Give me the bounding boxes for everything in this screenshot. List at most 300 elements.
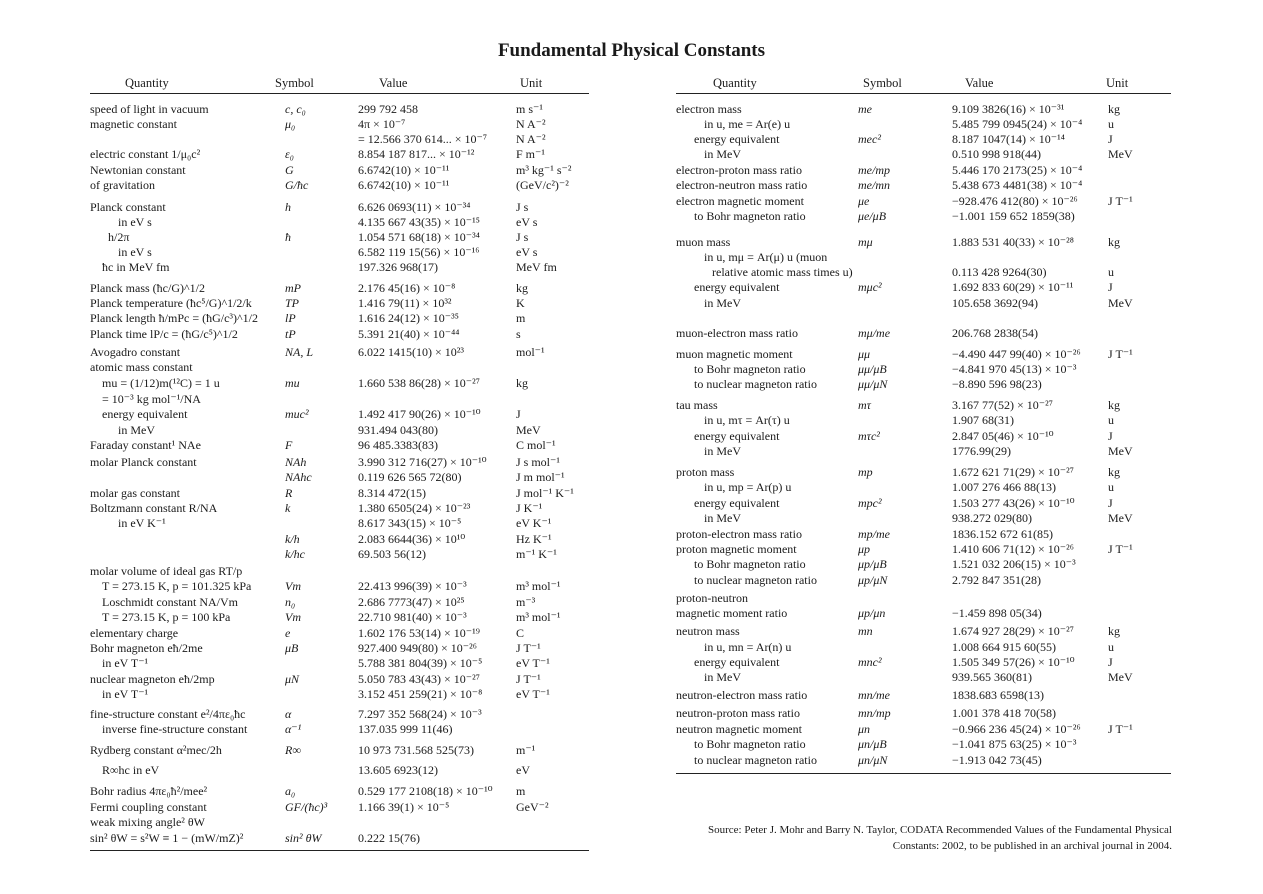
header-value: Value (965, 76, 994, 90)
value-cell: 7.297 352 568(24) × 10⁻³ (358, 707, 482, 721)
unit-cell: eV T⁻¹ (516, 656, 550, 670)
table-row (676, 640, 1171, 655)
value-cell: 5.050 783 43(43) × 10⁻²⁷ (358, 672, 480, 686)
quantity-cell: Planck temperature (ħc⁵/G)^1/2/k (90, 296, 252, 310)
quantity-cell: in eV K⁻¹ (118, 516, 166, 530)
symbol-cell: α⁻¹ (285, 722, 302, 736)
quantity-cell: = 10⁻³ kg mol⁻¹/NA (102, 392, 201, 406)
quantity-cell: in u, mτ = Ar(τ) u (704, 413, 790, 427)
value-cell: 5.438 673 4481(38) × 10⁻⁴ (952, 178, 1083, 192)
symbol-cell: ε₀ (285, 147, 294, 161)
unit-cell: J (516, 407, 521, 421)
symbol-cell: mμ/me (858, 326, 891, 340)
table-row (90, 102, 589, 117)
value-cell: 1.492 417 90(26) × 10⁻¹⁰ (358, 407, 481, 421)
table-row (90, 311, 589, 326)
table-row (90, 147, 589, 162)
header-symbol: Symbol (863, 76, 902, 90)
table-row (676, 480, 1171, 495)
value-cell: 2.176 45(16) × 10⁻⁸ (358, 281, 456, 295)
value-cell: 1.410 606 71(12) × 10⁻²⁶ (952, 542, 1074, 556)
table-row (90, 455, 589, 470)
table-row (90, 532, 589, 547)
quantity-cell: neutron mass (676, 624, 740, 638)
table-row (676, 347, 1171, 362)
value-cell: −1.001 159 652 1859(38) (952, 209, 1075, 223)
value-cell: 1.692 833 60(29) × 10⁻¹¹ (952, 280, 1074, 294)
quantity-cell: fine-structure constant e²/4πε₀ħc (90, 707, 246, 721)
table-row (90, 486, 589, 501)
value-cell: 4π × 10⁻⁷ (358, 117, 406, 131)
table-row (676, 132, 1171, 147)
table-row (90, 626, 589, 641)
unit-cell: (GeV/c²)⁻² (516, 178, 569, 192)
symbol-cell: k (285, 501, 291, 515)
table-row (90, 245, 589, 260)
unit-cell: MeV fm (516, 260, 557, 274)
quantity-cell: to Bohr magneton ratio (694, 737, 806, 751)
unit-cell: m³ mol⁻¹ (516, 610, 561, 624)
table-row (90, 132, 589, 147)
symbol-cell: mμc² (858, 280, 882, 294)
quantity-cell: sin² θW = s²W ≡ 1 − (mW/mZ)² (90, 831, 244, 845)
value-cell: 22.710 981(40) × 10⁻³ (358, 610, 467, 624)
symbol-cell: μp/μN (858, 573, 888, 587)
quantity-cell: tau mass (676, 398, 718, 412)
unit-cell: kg (1108, 398, 1120, 412)
table-row (90, 281, 589, 296)
value-cell: 1.008 664 915 60(55) (952, 640, 1056, 654)
quantity-cell: energy equivalent (102, 407, 188, 421)
value-cell: 197.326 968(17) (358, 260, 438, 274)
symbol-cell: G/ħc (285, 178, 309, 192)
table-row (676, 557, 1171, 572)
symbol-cell: mpc² (858, 496, 882, 510)
value-cell: 6.6742(10) × 10⁻¹¹ (358, 178, 450, 192)
quantity-cell: proton-neutron (676, 591, 748, 605)
quantity-cell: in MeV (704, 511, 741, 525)
symbol-cell: μn (858, 722, 871, 736)
quantity-cell: neutron-electron mass ratio (676, 688, 808, 702)
value-cell: 69.503 56(12) (358, 547, 426, 561)
unit-cell: J K⁻¹ (516, 501, 543, 515)
unit-cell: m³ mol⁻¹ (516, 579, 561, 593)
header-symbol: Symbol (275, 76, 314, 90)
value-cell: 1.616 24(12) × 10⁻³⁵ (358, 311, 459, 325)
quantity-cell: in eV s (118, 215, 152, 229)
quantity-cell: Rydberg constant α²mec/2h (90, 743, 222, 757)
value-cell: = 12.566 370 614... × 10⁻⁷ (358, 132, 488, 146)
value-cell: 5.446 170 2173(25) × 10⁻⁴ (952, 163, 1083, 177)
table-row (90, 360, 589, 375)
unit-cell: J T⁻¹ (1108, 347, 1133, 361)
symbol-cell: ħ (285, 230, 291, 244)
unit-cell: MeV (1108, 670, 1133, 684)
table-row (676, 753, 1171, 768)
table-row (676, 398, 1171, 413)
unit-cell: Hz K⁻¹ (516, 532, 552, 546)
quantity-cell: Loschmidt constant NA/Vm (102, 595, 238, 609)
quantity-cell: to nuclear magneton ratio (694, 573, 817, 587)
table-row (90, 722, 589, 737)
table-row (676, 722, 1171, 737)
quantity-cell: Faraday constant¹ NAe (90, 438, 201, 452)
value-cell: 9.109 3826(16) × 10⁻³¹ (952, 102, 1065, 116)
value-cell: 0.529 177 2108(18) × 10⁻¹⁰ (358, 784, 493, 798)
header-rule (676, 93, 1171, 94)
quantity-cell: molar Planck constant (90, 455, 197, 469)
table-row (90, 327, 589, 342)
symbol-cell: mp/me (858, 527, 890, 541)
quantity-cell: inverse fine-structure constant (102, 722, 248, 736)
table-row (90, 763, 589, 778)
quantity-cell: of gravitation (90, 178, 155, 192)
table-row (90, 438, 589, 453)
quantity-cell: Planck constant (90, 200, 166, 214)
unit-cell: F m⁻¹ (516, 147, 545, 161)
header-quantity: Quantity (125, 76, 169, 90)
quantity-cell: ħc in MeV fm (102, 260, 170, 274)
unit-cell: J T⁻¹ (516, 641, 541, 655)
table-row (90, 656, 589, 671)
quantity-cell: proton-electron mass ratio (676, 527, 802, 541)
unit-cell: eV s (516, 245, 538, 259)
quantity-cell: in u, mμ = Ar(μ) u (muon (704, 250, 828, 264)
value-cell: 3.167 77(52) × 10⁻²⁷ (952, 398, 1053, 412)
quantity-cell: in eV T⁻¹ (102, 656, 149, 670)
value-cell: 1836.152 672 61(85) (952, 527, 1053, 541)
table-row (676, 606, 1171, 621)
symbol-cell: c, c₀ (285, 102, 306, 116)
symbol-cell: μB (285, 641, 299, 655)
value-cell: 0.222 15(76) (358, 831, 420, 845)
value-cell: 22.413 996(39) × 10⁻³ (358, 579, 467, 593)
symbol-cell: μe/μB (858, 209, 887, 223)
unit-cell: eV K⁻¹ (516, 516, 552, 530)
value-cell: 939.565 360(81) (952, 670, 1032, 684)
symbol-cell: k/hc (285, 547, 305, 561)
value-cell: 3.152 451 259(21) × 10⁻⁸ (358, 687, 483, 701)
symbol-cell: NA, L (285, 345, 314, 359)
unit-cell: J T⁻¹ (1108, 722, 1133, 736)
quantity-cell: weak mixing angle² θW (90, 815, 205, 829)
unit-cell: eV T⁻¹ (516, 687, 550, 701)
symbol-cell: h (285, 200, 291, 214)
value-cell: 1.416 79(11) × 10³² (358, 296, 452, 310)
source-line-2: Constants: 2002, to be published in an archival journal in 2004. (892, 840, 1172, 852)
symbol-cell: mec² (858, 132, 881, 146)
symbol-cell: a₀ (285, 784, 296, 798)
quantity-cell: to nuclear magneton ratio (694, 753, 817, 767)
value-cell: 5.485 799 0945(24) × 10⁻⁴ (952, 117, 1083, 131)
unit-cell: J s (516, 200, 529, 214)
quantity-cell: in MeV (704, 296, 741, 310)
table-row (90, 392, 589, 407)
table-row (90, 215, 589, 230)
symbol-cell: μμ/μB (858, 362, 887, 376)
quantity-cell: electric constant 1/μ₀c² (90, 147, 201, 161)
table-row (90, 800, 589, 815)
quantity-cell: magnetic constant (90, 117, 177, 131)
page-title: Fundamental Physical Constants (497, 40, 766, 61)
table-row (90, 707, 589, 722)
table-row (676, 496, 1171, 511)
symbol-cell: mP (285, 281, 301, 295)
value-cell: 299 792 458 (358, 102, 418, 116)
unit-cell: MeV (1108, 511, 1133, 525)
table-row (90, 687, 589, 702)
quantity-cell: to Bohr magneton ratio (694, 362, 806, 376)
value-cell: 5.788 381 804(39) × 10⁻⁵ (358, 656, 483, 670)
table-row (676, 670, 1171, 685)
quantity-cell: to nuclear magneton ratio (694, 377, 817, 391)
quantity-cell: energy equivalent (694, 429, 780, 443)
value-cell: 4.135 667 43(35) × 10⁻¹⁵ (358, 215, 480, 229)
unit-cell: kg (1108, 235, 1120, 249)
quantity-cell: in eV T⁻¹ (102, 687, 149, 701)
value-cell: −1.459 898 05(34) (952, 606, 1042, 620)
value-cell: −4.490 447 99(40) × 10⁻²⁶ (952, 347, 1081, 361)
quantity-cell: Planck length ħ/mPc = (ħG/c³)^1/2 (90, 311, 258, 325)
value-cell: 927.400 949(80) × 10⁻²⁶ (358, 641, 477, 655)
table-row (90, 610, 589, 625)
unit-cell: kg (516, 376, 528, 390)
unit-cell: u (1108, 480, 1114, 494)
quantity-cell: in u, mp = Ar(p) u (704, 480, 792, 494)
quantity-cell: T = 273.15 K, p = 101.325 kPa (102, 579, 252, 593)
unit-cell: kg (516, 281, 528, 295)
symbol-cell: R (285, 486, 293, 500)
table-row (676, 178, 1171, 193)
quantity-cell: Planck mass (ħc/G)^1/2 (90, 281, 205, 295)
unit-cell: m⁻¹ (516, 743, 536, 757)
table-row (676, 542, 1171, 557)
quantity-cell: magnetic moment ratio (676, 606, 788, 620)
symbol-cell: NAh (285, 455, 307, 469)
value-cell: 105.658 3692(94) (952, 296, 1038, 310)
unit-cell: J s mol⁻¹ (516, 455, 560, 469)
table-row (676, 737, 1171, 752)
quantity-cell: neutron-proton mass ratio (676, 706, 800, 720)
symbol-cell: me (858, 102, 872, 116)
table-row (90, 564, 589, 579)
symbol-cell: me/mn (858, 178, 890, 192)
quantity-cell: in u, me = Ar(e) u (704, 117, 791, 131)
symbol-cell: mn/me (858, 688, 890, 702)
symbol-cell: mp (858, 465, 873, 479)
unit-cell: J (1108, 429, 1113, 443)
value-cell: 1.672 621 71(29) × 10⁻²⁷ (952, 465, 1074, 479)
value-cell: 6.022 1415(10) × 10²³ (358, 345, 464, 359)
source-citation (686, 822, 1172, 854)
value-cell: 1.380 6505(24) × 10⁻²³ (358, 501, 471, 515)
table-row (90, 516, 589, 531)
unit-cell: N A⁻² (516, 132, 546, 146)
symbol-cell: α (285, 707, 292, 721)
quantity-cell: in MeV (118, 423, 155, 437)
value-cell: 1.660 538 86(28) × 10⁻²⁷ (358, 376, 480, 390)
table-row (676, 235, 1171, 250)
value-cell: −4.841 970 45(13) × 10⁻³ (952, 362, 1077, 376)
table-row (90, 117, 589, 132)
symbol-cell: mτc² (858, 429, 880, 443)
table-row (676, 377, 1171, 392)
quantity-cell: Newtonian constant (90, 163, 186, 177)
table-row (90, 345, 589, 360)
unit-cell: N A⁻² (516, 117, 546, 131)
table-row (676, 194, 1171, 209)
value-cell: 931.494 043(80) (358, 423, 438, 437)
quantity-cell: Boltzmann constant R/NA (90, 501, 218, 515)
value-cell: 8.314 472(15) (358, 486, 426, 500)
symbol-cell: mμ (858, 235, 873, 249)
table-row (90, 595, 589, 610)
table-row (90, 163, 589, 178)
unit-cell: u (1108, 640, 1114, 654)
quantity-cell: Avogadro constant (90, 345, 181, 359)
value-cell: −928.476 412(80) × 10⁻²⁶ (952, 194, 1078, 208)
unit-cell: MeV (1108, 296, 1133, 310)
unit-cell: m s⁻¹ (516, 102, 543, 116)
table-row (676, 511, 1171, 526)
table-row (676, 688, 1171, 703)
symbol-cell: me/mp (858, 163, 890, 177)
value-cell: 1.001 378 418 70(58) (952, 706, 1056, 720)
table-row (676, 102, 1171, 117)
unit-cell: eV s (516, 215, 538, 229)
quantity-cell: proton mass (676, 465, 735, 479)
unit-cell: s (516, 327, 521, 341)
table-row (90, 230, 589, 245)
quantity-cell: neutron magnetic moment (676, 722, 802, 736)
value-cell: 2.847 05(46) × 10⁻¹⁰ (952, 429, 1054, 443)
header-quantity: Quantity (713, 76, 757, 90)
value-cell: 6.626 0693(11) × 10⁻³⁴ (358, 200, 471, 214)
value-cell: 938.272 029(80) (952, 511, 1032, 525)
table-row (90, 784, 589, 799)
table-row (90, 547, 589, 562)
table-row (676, 362, 1171, 377)
symbol-cell: μμ/μN (858, 377, 888, 391)
unit-cell: MeV (1108, 444, 1133, 458)
quantity-cell: muon magnetic moment (676, 347, 793, 361)
value-cell: 96 485.3383(83) (358, 438, 438, 452)
unit-cell: J (1108, 655, 1113, 669)
value-cell: 1.521 032 206(15) × 10⁻³ (952, 557, 1076, 571)
unit-cell: eV (516, 763, 530, 777)
bottom-rule (90, 850, 589, 851)
unit-cell: u (1108, 117, 1114, 131)
quantity-cell: molar gas constant (90, 486, 180, 500)
value-cell: 13.605 6923(12) (358, 763, 438, 777)
unit-cell: J m mol⁻¹ (516, 470, 565, 484)
symbol-cell: μN (285, 672, 300, 686)
quantity-cell: electron magnetic moment (676, 194, 804, 208)
table-row (676, 655, 1171, 670)
table-row (90, 296, 589, 311)
symbol-cell: n₀ (285, 595, 296, 609)
unit-cell: m⁻¹ K⁻¹ (516, 547, 557, 561)
symbol-cell: G (285, 163, 294, 177)
table-row (676, 444, 1171, 459)
symbol-cell: tP (285, 327, 296, 341)
value-cell: 8.617 343(15) × 10⁻⁵ (358, 516, 462, 530)
source-line-1: Source: Peter J. Mohr and Barry N. Taylor, CODATA Recommended Values of the Fundamental Physical (707, 824, 1172, 836)
value-cell: 1838.683 6598(13) (952, 688, 1044, 702)
quantity-cell: to Bohr magneton ratio (694, 209, 806, 223)
value-cell: 0.119 626 565 72(80) (358, 470, 462, 484)
table-row (90, 831, 589, 846)
value-cell: 2.792 847 351(28) (952, 573, 1041, 587)
quantity-cell: Bohr magneton eħ/2me (90, 641, 203, 655)
value-cell: 2.686 7773(47) × 10²⁵ (358, 595, 465, 609)
value-cell: 8.187 1047(14) × 10⁻¹⁴ (952, 132, 1065, 146)
header-value: Value (379, 76, 408, 90)
header-rule (90, 93, 589, 94)
bottom-rule (676, 773, 1171, 774)
value-cell: 1.505 349 57(26) × 10⁻¹⁰ (952, 655, 1075, 669)
table-row (676, 624, 1171, 639)
table-row (676, 163, 1171, 178)
symbol-cell: μμ (858, 347, 871, 361)
table-row (676, 280, 1171, 295)
value-cell: 1.602 176 53(14) × 10⁻¹⁹ (358, 626, 480, 640)
quantity-cell: electron mass (676, 102, 742, 116)
unit-cell: m³ kg⁻¹ s⁻² (516, 163, 572, 177)
table-row (676, 573, 1171, 588)
symbol-cell: μp/μB (858, 557, 887, 571)
value-cell: 1.007 276 466 88(13) (952, 480, 1056, 494)
symbol-cell: μ₀ (285, 117, 296, 131)
quantity-cell: in eV s (118, 245, 152, 259)
quantity-cell: electron-proton mass ratio (676, 163, 802, 177)
value-cell: 1.166 39(1) × 10⁻⁵ (358, 800, 450, 814)
table-row (676, 465, 1171, 480)
table-row (676, 429, 1171, 444)
symbol-cell: mτ (858, 398, 871, 412)
value-cell: −1.041 875 63(25) × 10⁻³ (952, 737, 1077, 751)
symbol-cell: μp/μn (858, 606, 886, 620)
unit-cell: m (516, 311, 526, 325)
value-cell: 1.674 927 28(29) × 10⁻²⁷ (952, 624, 1074, 638)
quantity-cell: molar volume of ideal gas RT/p (90, 564, 243, 578)
symbol-cell: mu (285, 376, 300, 390)
table-row (676, 147, 1171, 162)
left-constants-table (90, 0, 589, 894)
unit-cell: m (516, 784, 526, 798)
quantity-cell: R∞hc in eV (102, 763, 160, 777)
symbol-cell: GF/(ħc)³ (285, 800, 328, 814)
unit-cell: u (1108, 265, 1114, 279)
value-cell: 0.510 998 918(44) (952, 147, 1041, 161)
table-row (90, 376, 589, 391)
quantity-cell: energy equivalent (694, 655, 780, 669)
unit-cell: J T⁻¹ (516, 672, 541, 686)
symbol-cell: mn (858, 624, 873, 638)
unit-cell: kg (1108, 465, 1120, 479)
table-row (90, 579, 589, 594)
table-row (90, 423, 589, 438)
table-row (676, 296, 1171, 311)
symbol-cell: μe (858, 194, 870, 208)
right-constants-table (676, 0, 1171, 894)
unit-cell: MeV (516, 423, 541, 437)
symbol-cell: TP (285, 296, 300, 310)
quantity-cell: in MeV (704, 444, 741, 458)
unit-cell: J mol⁻¹ K⁻¹ (516, 486, 574, 500)
value-cell: 8.854 187 817... × 10⁻¹² (358, 147, 475, 161)
table-row (90, 260, 589, 275)
